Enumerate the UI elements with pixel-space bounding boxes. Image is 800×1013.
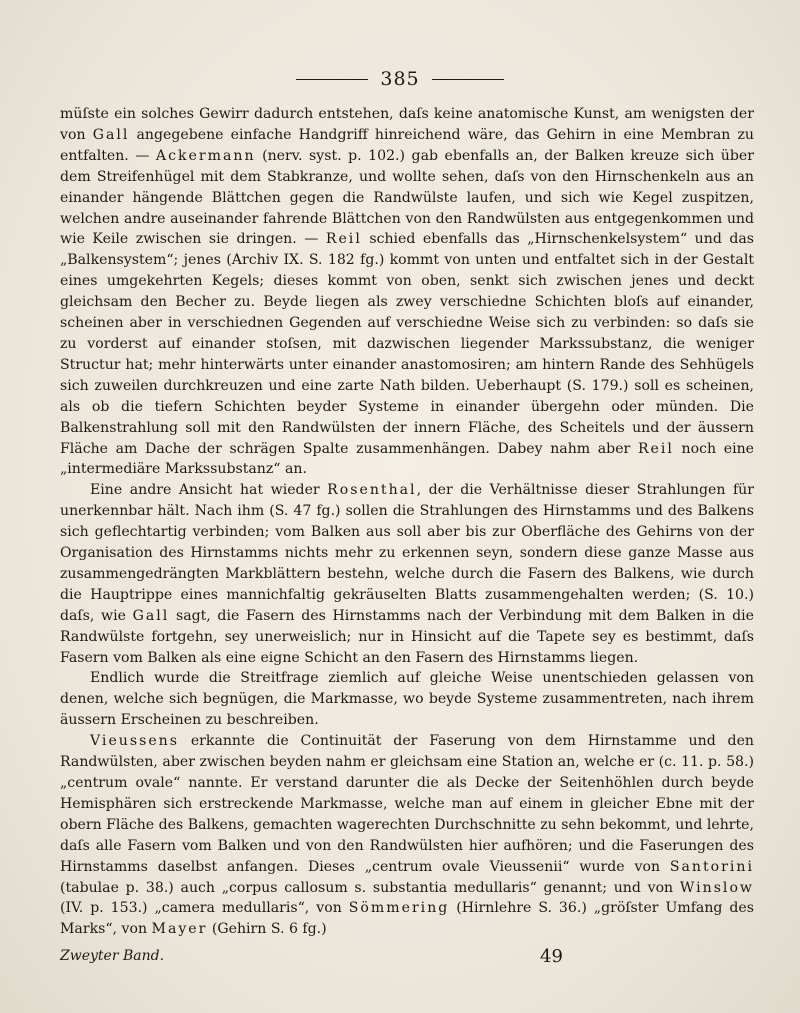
text-segment: (Gehirn S. 6 fg.): [207, 921, 327, 938]
header-rule-right: [432, 79, 504, 80]
page-header: [0, 68, 800, 90]
paragraph: [60, 668, 754, 731]
text-segment: angegebene einfache Handgriff hinreichend wäre, das Gehirn in eine Membran zu entfalten. —: [60, 126, 754, 164]
author-name: Reil: [637, 440, 674, 457]
text-segment: (IV. p. 153.) „camera medullaris“, von: [60, 900, 349, 917]
header-rule-left: [296, 79, 368, 80]
author-name: Rosenthal: [327, 482, 417, 499]
text-segment: , der die Verhältnisse dieser Strahlungen für unerkennbar hält. Nach ihm (S. 47 fg.) sollen die Strahlungen des Hirnstamms und des Balkens sich geflechtartig verbinden; vom Balken aus soll aber bis zur Oberfläche des Gehirns von der Organisation des Hirnstamms nichts mehr zu erkennen seyn, sondern diese ganze Masse aus zusammengedrängten Markblättern bestehn, welche durch die Fasern des Balkens, wie durch die Hauptrippe eines mannichfaltig gekräuselten Blatts zusammengehalten werden; (S. 10.) daſs, wie: [60, 482, 754, 624]
text-segment: sagt, die Fasern des Hirnstamms nach der Verbindung mit dem Balken in die Randwülste fortgehn, sey unerweislich; nur in Hinsicht auf die Tapete sey es bestimmt, daſs Fasern vom Balken als eine eigne Schicht an den Fasern des Hirnstamms liegen.: [60, 607, 754, 666]
signature-mark: Zweyter Band.: [60, 948, 165, 964]
text-segment: müſste ein solches Gewirr dadurch entstehen, daſs keine anatomische Kunst, am wenigsten der von: [60, 106, 754, 143]
text-segment: Eine andre Ansicht hat wieder: [90, 482, 328, 499]
author-name: Santorini: [669, 858, 754, 875]
author-name: Ackermann: [155, 147, 256, 164]
text-segment: (Hirnlehre S. 36.) „gröſster Umfang des Marks“, von: [60, 900, 754, 938]
author-name: Mayer: [151, 921, 208, 938]
paragraph: [60, 104, 754, 480]
author-name: Reil: [325, 231, 362, 248]
text-segment: Endlich wurde die Streitfrage ziemlich auf gleiche Weise unentschieden gelassen von denen, welche sich begnügen, die Markmasse, wo beyde Systeme zusammentreten, nach ihrem äussern Erscheinen zu beschreiben.: [60, 670, 754, 729]
text-segment: noch eine „intermediäre Markssubstanz“ an.: [60, 440, 754, 478]
text-segment: (nerv. syst. p. 102.) gab ebenfalls an, der Balken kreuze sich über dem Streifenhügel mit dem Stabkranze, und wollte sehen, daſs von den Hirnschenkeln aus an einander hängende Blättchen gegen die Randwülste laufen, und sich wie Kegel zuspitzen, welchen andre auseinander fahrende Blättchen von den Randwülsten aus entgegenkommen und wie Keile zwischen sie dringen. —: [60, 147, 754, 248]
paragraph: [60, 731, 754, 940]
author-name: Gall: [132, 607, 170, 624]
text-segment: erkannte die Continuität der Faserung von dem Hirnstamme und den Randwülsten, aber zwischen beyden nahm er gleichsam eine Station an, welche er (c. 11. p. 58.) „centrum ovale“ nannte. Er verstand darunter die als Decke der Seitenhöhlen durch beyde Hemisphären sich erstreckende Markmasse, welche man auf einem in gleicher Ebne mit der obern Fläche des Balkens, gemachten wagerechten Durchschnitte zu sehn bekommt, und lehrte, daſs alle Fasern vom Balken und von den Randwülsten hier aufhören; und die Faserungen des Hirnstamms daselbst anfangen. Dieses „centrum ovale Vieussenii“ wurde von: [60, 733, 754, 875]
sheet-number: 49: [540, 946, 563, 967]
author-name: Sömmering: [348, 900, 450, 917]
author-name: Vieussens: [90, 733, 179, 750]
page-number: 385: [380, 68, 420, 90]
text-segment: (tabulae p. 38.) auch „corpus callosum s. substantia medullaris“ genannt; und von: [60, 879, 680, 896]
paragraph: [60, 480, 754, 668]
author-name: Gall: [92, 126, 130, 143]
page-footer: [60, 946, 754, 970]
body-text: [60, 104, 754, 940]
author-name: Winslow: [679, 879, 754, 896]
text-segment: schied ebenfalls das „Hirnschenkelsystem“ und das „Balkensystem“; jenes (Archiv IX. S. 182 fg.) kommt von unten und entfaltet sich in der Gestalt eines umgekehrten Kegels; dieses kommt von oben, senkt sich zwischen jenes und deckt gleichsam den Becher zu. Beyde liegen als zwey verschiedne Schichten bloſs auf einander, scheinen aber in verschiednen Gegenden auf verschiedne Weise sich zu verbinden: so daſs sie zu vorderst auf einander stoſsen, mit dazwischen liegender Markssubstanz, die weniger Structur hat; mehr hinterwärts unter einander anastomosiren; am hintern Rande des Sehhügels sich zuweilen durchkreuzen und eine zarte Nath bilden. Ueberhaupt (S. 179.) soll es scheinen, als ob die tiefern Schichten beyder Systeme in einander übergehn oder münden. Die Balkenstrahlung soll mit den Randwülsten der innern Fläche, des Scheitels und der äussern Fläche am Dache der schrägen Spalte zusammenhängen. Dabey nahm aber: [60, 231, 754, 457]
